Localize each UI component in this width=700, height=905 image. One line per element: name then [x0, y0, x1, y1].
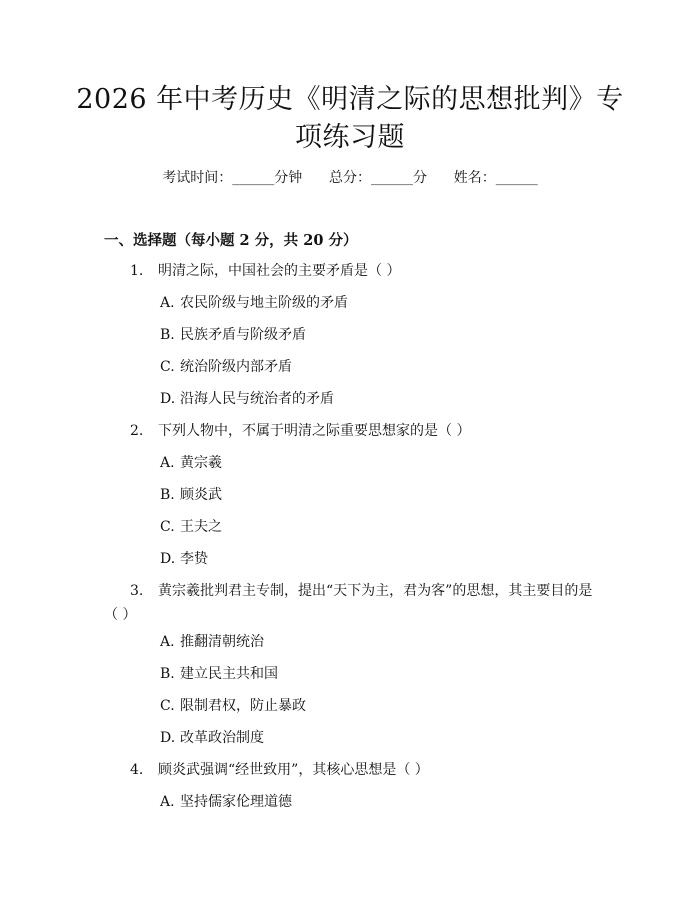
option-letter: D.: [160, 730, 176, 746]
option-text: 坚持儒家伦理道德: [180, 794, 292, 810]
question-2-option-d: [160, 549, 208, 569]
question-number: 2.: [130, 423, 144, 439]
option-letter: A.: [160, 634, 175, 650]
option-text: 李贽: [180, 551, 208, 567]
option-letter: B.: [160, 487, 175, 503]
question-1-option-b: [160, 325, 306, 345]
page-title-line-2: 项练习题: [295, 122, 405, 153]
question-text: 黄宗羲批判君主专制，提出“天下为主，君为客”的思想，其主要目的是（ ）: [104, 583, 593, 623]
question-1-option-a: [160, 293, 348, 313]
question-1-option-c: [160, 357, 292, 377]
question-1-option-d: [160, 389, 334, 409]
option-text: 黄宗羲: [180, 455, 222, 471]
question-text: 下列人物中，不属于明清之际重要思想家的是（ ）: [158, 423, 471, 439]
question-3: [104, 579, 604, 627]
option-letter: A.: [160, 295, 175, 311]
question-1: [130, 261, 400, 281]
question-3-option-b: [160, 664, 278, 684]
option-text: 统治阶级内部矛盾: [180, 359, 292, 375]
option-text: 民族矛盾与阶级矛盾: [180, 327, 306, 343]
question-3-option-c: [160, 696, 306, 716]
question-2-option-c: [160, 517, 222, 537]
question-number: 3.: [130, 583, 144, 599]
option-text: 限制君权，防止暴政: [180, 698, 306, 714]
option-letter: A.: [160, 455, 175, 471]
option-text: 王夫之: [180, 519, 222, 535]
option-text: 建立民主共和国: [180, 666, 278, 682]
question-2: [130, 421, 470, 441]
question-4-option-a: [160, 792, 292, 812]
question-number: 1.: [130, 263, 144, 279]
option-letter: B.: [160, 327, 175, 343]
option-text: 顾炎武: [180, 487, 222, 503]
option-letter: B.: [160, 666, 175, 682]
option-text: 沿海人民与统治者的矛盾: [180, 391, 334, 407]
question-text: 顾炎武强调“经世致用”，其核心思想是（ ）: [158, 762, 429, 778]
option-letter: C.: [160, 359, 175, 375]
page-title-line-1: 2026 年中考历史《明清之际的思想批判》专: [76, 84, 624, 115]
option-letter: A.: [160, 794, 175, 810]
option-letter: D.: [160, 551, 176, 567]
option-text: 推翻清朝统治: [180, 634, 264, 650]
question-3-option-a: [160, 632, 264, 652]
option-text: 改革政治制度: [180, 730, 264, 746]
question-text: 明清之际，中国社会的主要矛盾是（ ）: [158, 263, 401, 279]
exam-info-line: 考试时间：______分钟 总分：______分 姓名：______: [162, 170, 538, 186]
option-letter: C.: [160, 698, 175, 714]
option-letter: D.: [160, 391, 176, 407]
section-heading: 一、选择题（每小题 2 分，共 20 分）: [104, 232, 358, 249]
question-4: [130, 760, 429, 780]
option-text: 农民阶级与地主阶级的矛盾: [180, 295, 348, 311]
question-3-option-d: [160, 728, 264, 748]
question-2-option-a: [160, 453, 222, 473]
question-number: 4.: [130, 762, 144, 778]
option-letter: C.: [160, 519, 175, 535]
question-2-option-b: [160, 485, 222, 505]
